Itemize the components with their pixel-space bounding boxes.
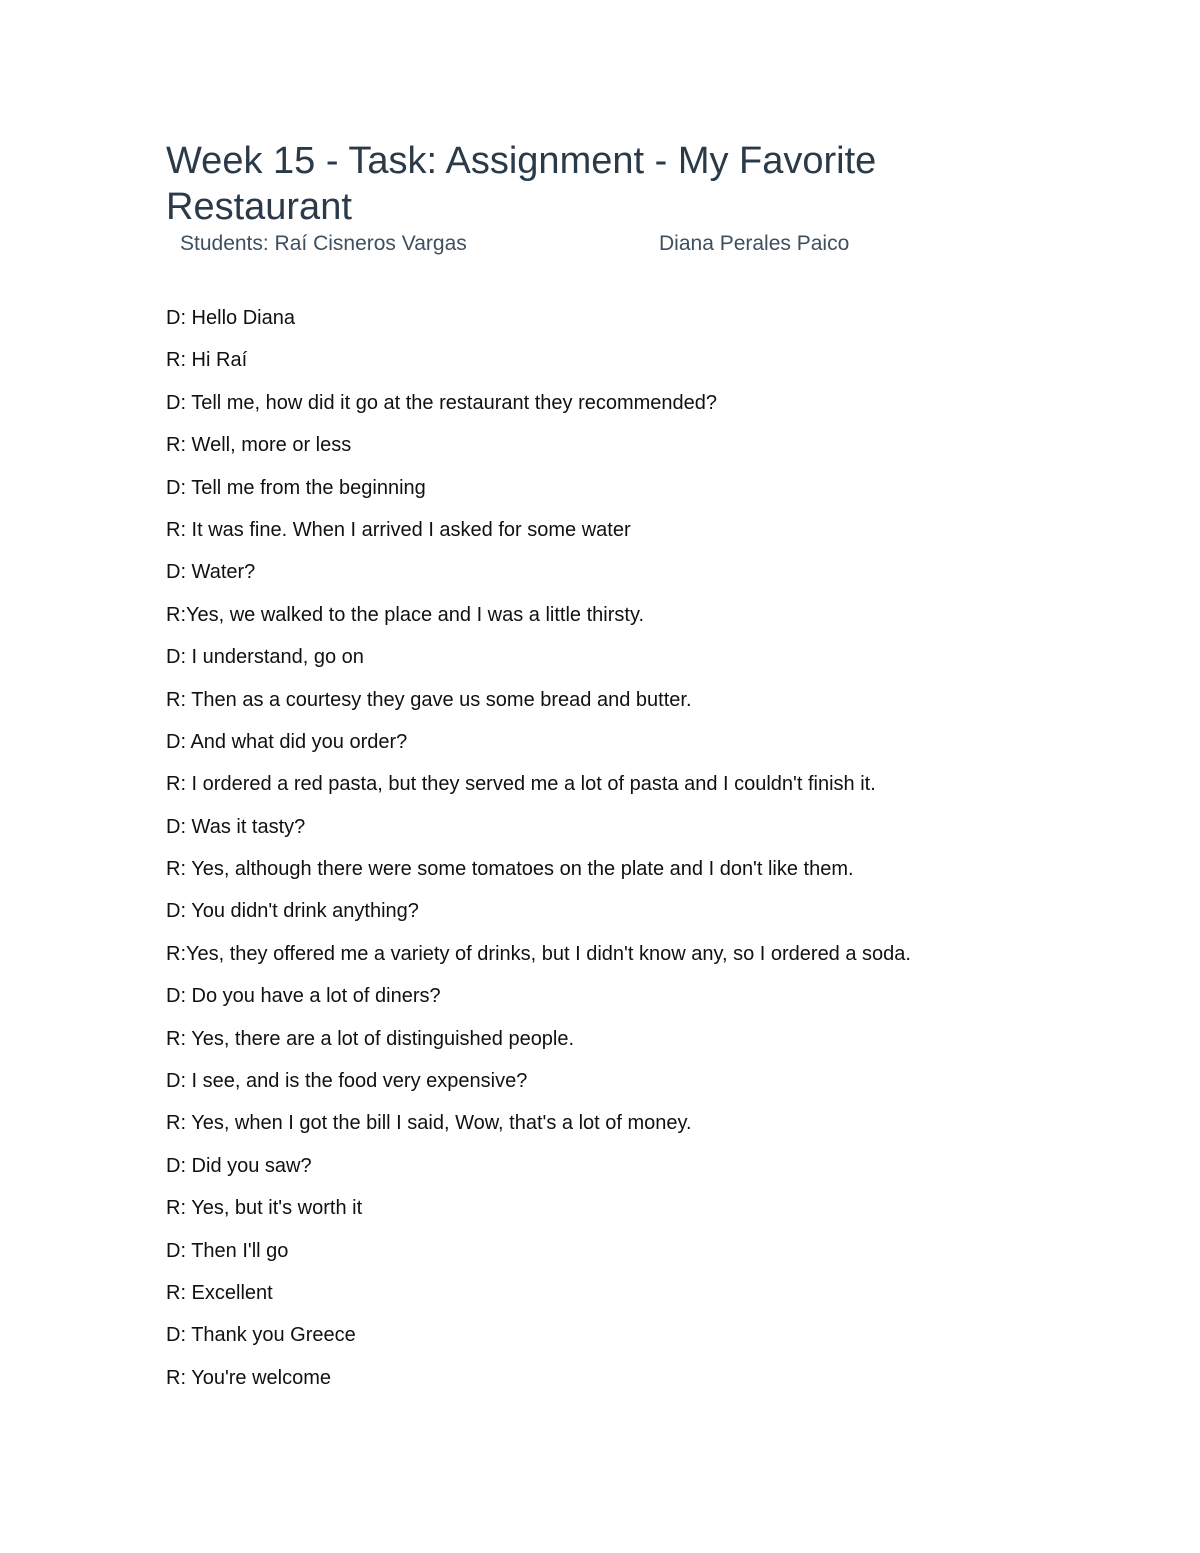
second-student-name: Diana Perales Paico xyxy=(659,232,850,255)
dialogue-line: D: Do you have a lot of diners? xyxy=(166,985,441,1008)
dialogue-line: D: You didn't drink anything? xyxy=(166,900,419,923)
dialogue-line: R: It was fine. When I arrived I asked for some water xyxy=(166,518,631,541)
dialogue-line: R: Then as a courtesy they gave us some bread and butter. xyxy=(166,688,692,711)
dialogue-line: R:Yes, we walked to the place and I was a little thirsty. xyxy=(166,603,645,626)
dialogue-line: D: I understand, go on xyxy=(166,646,364,669)
dialogue-line: D: And what did you order? xyxy=(166,730,408,753)
dialogue-line: D: Tell me from the beginning xyxy=(166,476,426,499)
dialogue-line: R: Yes, there are a lot of distinguished people. xyxy=(166,1027,575,1050)
students-line xyxy=(180,229,1080,259)
dialogue-line: R: Yes, although there were some tomatoes on the plate and I don't like them. xyxy=(166,858,854,881)
dialogue-list xyxy=(166,303,1126,1405)
dialogue-line: D: Thank you Greece xyxy=(166,1324,356,1347)
dialogue-line: D: Was it tasty? xyxy=(166,815,306,838)
dialogue-line: D: Tell me, how did it go at the restaurant they recommended? xyxy=(166,391,718,414)
dialogue-line: D: I see, and is the food very expensive? xyxy=(166,1070,528,1093)
dialogue-line: R:Yes, they offered me a variety of drinks, but I didn't know any, so I ordered a soda. xyxy=(166,942,911,965)
dialogue-line: R: Yes, but it's worth it xyxy=(166,1197,363,1220)
dialogue-line: D: Then I'll go xyxy=(166,1239,289,1262)
dialogue-line: D: Water? xyxy=(166,561,256,584)
dialogue-line: R: Yes, when I got the bill I said, Wow, that's a lot of money. xyxy=(166,1112,692,1135)
dialogue-line: R: Excellent xyxy=(166,1281,273,1304)
dialogue-line: D: Hello Diana xyxy=(166,307,295,329)
dialogue-line: R: Hi Raí xyxy=(166,349,248,372)
dialogue-line: D: Did you saw? xyxy=(166,1154,312,1177)
students-label: Students: Raí Cisneros Vargas xyxy=(180,232,467,255)
document-title: Week 15 - Task: Assignment - My Favorite Restaurant xyxy=(166,140,877,228)
dialogue-line: R: You're welcome xyxy=(166,1366,332,1389)
dialogue-line: R: Well, more or less xyxy=(166,434,352,457)
dialogue-line: R: I ordered a red pasta, but they served me a lot of pasta and I couldn't finish it. xyxy=(166,773,876,796)
